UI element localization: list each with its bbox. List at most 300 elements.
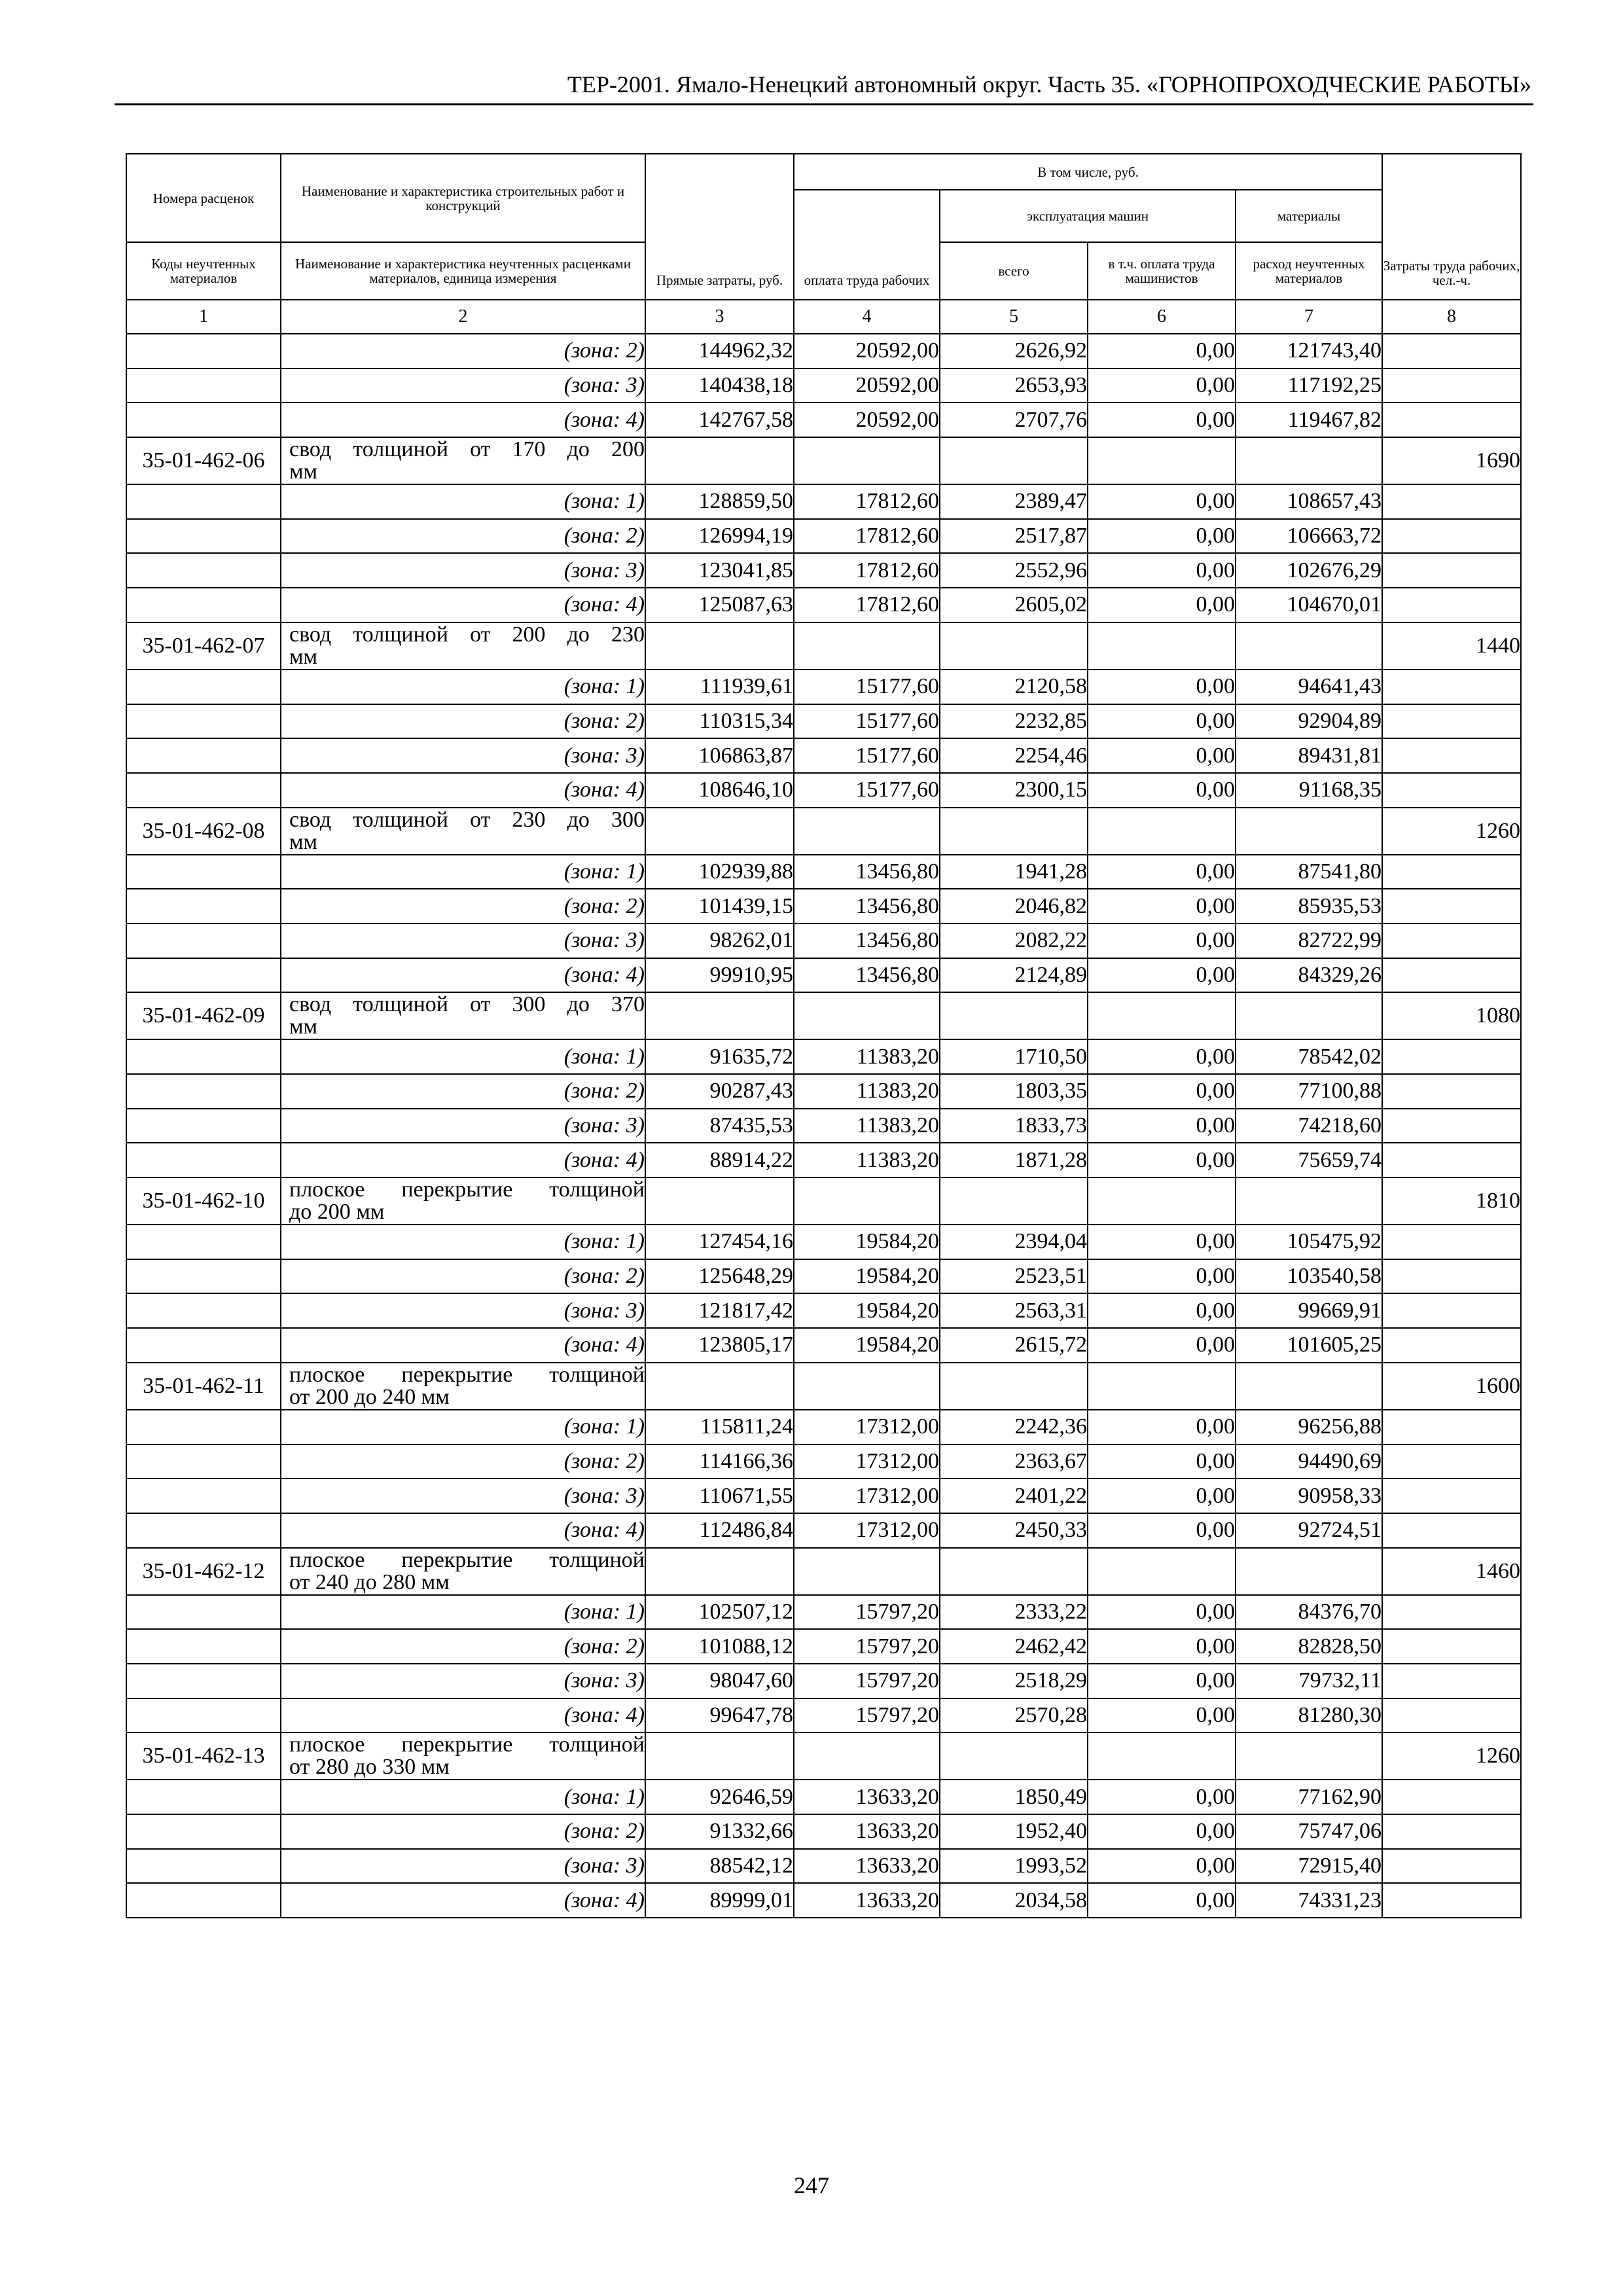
direct-costs: 110315,34 [645,704,794,739]
labor-hours [1382,1225,1521,1259]
materials: 99669,91 [1236,1293,1382,1328]
operators-pay: 0,00 [1088,553,1236,588]
zone-label: (зона: 3) [281,1293,645,1328]
empty-cell [1088,1548,1236,1595]
zone-label: (зона: 3) [281,553,645,588]
header-material-codes: Коды неучтенных материалов [126,242,281,300]
machines-total: 2046,82 [940,889,1088,924]
labor-pay: 15177,60 [794,670,940,704]
direct-costs: 102939,88 [645,855,794,889]
labor-pay: 13456,80 [794,924,940,958]
labor-pay: 19584,20 [794,1259,940,1294]
materials: 84376,70 [1236,1595,1382,1630]
zone-label: (зона: 1) [281,1595,645,1630]
work-description-line: от 200 до 240 мм [289,1384,450,1409]
work-description-line: до 200 мм [289,1200,385,1225]
labor-pay: 17812,60 [794,484,940,519]
materials: 75659,74 [1236,1143,1382,1177]
direct-costs: 125087,63 [645,588,794,622]
table-row [126,519,1521,554]
zone-label: (зона: 3) [281,1109,645,1143]
rate-code [126,588,281,622]
materials: 90958,33 [1236,1479,1382,1513]
rate-code [126,1259,281,1294]
header-machines-total: всего [940,242,1088,300]
empty-cell [1088,1363,1236,1410]
labor-pay: 13633,20 [794,1849,940,1884]
labor-pay: 20592,00 [794,368,940,403]
table-row [126,437,1521,484]
table-row [126,1664,1521,1698]
machines-total: 2462,42 [940,1629,1088,1664]
rate-code [126,1814,281,1849]
direct-costs: 121817,42 [645,1293,794,1328]
rate-code: 35-01-462-10 [126,1177,281,1225]
zone-label: (зона: 2) [281,1259,645,1294]
materials: 106663,72 [1236,519,1382,554]
labor-hours: 1810 [1382,1177,1521,1225]
materials: 79732,11 [1236,1664,1382,1698]
operators-pay: 0,00 [1088,1698,1236,1733]
zone-label: (зона: 3) [281,1479,645,1513]
machines-total: 2523,51 [940,1259,1088,1294]
labor-hours [1382,704,1521,739]
rate-code [126,773,281,808]
labor-hours [1382,1629,1521,1664]
rate-code [126,1664,281,1698]
work-description [281,808,645,855]
table-row [126,334,1521,368]
materials: 96256,88 [1236,1410,1382,1444]
labor-pay: 17312,00 [794,1444,940,1479]
rate-code: 35-01-462-07 [126,622,281,670]
column-number: 1 [126,300,281,334]
labor-pay: 17312,00 [794,1513,940,1548]
empty-cell [940,1732,1088,1780]
column-number: 4 [794,300,940,334]
labor-hours [1382,738,1521,773]
machines-total: 2563,31 [940,1293,1088,1328]
labor-hours: 1440 [1382,622,1521,670]
rate-code [126,1225,281,1259]
table-row [126,622,1521,670]
zone-label: (зона: 4) [281,1143,645,1177]
materials: 89431,81 [1236,738,1382,773]
empty-cell [1236,622,1382,670]
labor-pay: 13456,80 [794,889,940,924]
empty-cell [1088,437,1236,484]
header-including: В том числе, руб. [794,154,1382,190]
zone-label: (зона: 3) [281,368,645,403]
labor-hours [1382,519,1521,554]
column-number: 6 [1088,300,1236,334]
machines-total: 2394,04 [940,1225,1088,1259]
machines-total: 1850,49 [940,1780,1088,1814]
materials: 85935,53 [1236,889,1382,924]
labor-pay: 13456,80 [794,855,940,889]
zone-label: (зона: 4) [281,588,645,622]
materials: 119467,82 [1236,403,1382,437]
labor-pay: 13633,20 [794,1814,940,1849]
header-materials: материалы [1236,190,1382,242]
operators-pay: 0,00 [1088,958,1236,993]
materials: 78542,02 [1236,1039,1382,1074]
header-machines: эксплуатация машин [940,190,1236,242]
empty-cell [1236,992,1382,1039]
empty-cell [794,1732,940,1780]
table-row [126,738,1521,773]
materials: 82828,50 [1236,1629,1382,1664]
operators-pay: 0,00 [1088,704,1236,739]
rate-code: 35-01-462-09 [126,992,281,1039]
work-description-line: свод толщиной от 300 до 370 [289,992,645,1017]
operators-pay: 0,00 [1088,1595,1236,1630]
operators-pay: 0,00 [1088,1479,1236,1513]
labor-pay: 17312,00 [794,1410,940,1444]
zone-label: (зона: 1) [281,1039,645,1074]
header-labor-pay: оплата труда рабочих [794,190,940,300]
direct-costs: 102507,12 [645,1595,794,1630]
machines-total: 2450,33 [940,1513,1088,1548]
table-row [126,1780,1521,1814]
machines-total: 2653,93 [940,368,1088,403]
labor-hours [1382,958,1521,993]
operators-pay: 0,00 [1088,1293,1236,1328]
zone-label: (зона: 2) [281,334,645,368]
direct-costs: 108646,10 [645,773,794,808]
direct-costs: 111939,61 [645,670,794,704]
empty-cell [1088,992,1236,1039]
direct-costs: 99910,95 [645,958,794,993]
operators-pay: 0,00 [1088,889,1236,924]
empty-cell [794,622,940,670]
empty-cell [794,1548,940,1595]
labor-hours: 1600 [1382,1363,1521,1410]
labor-pay: 19584,20 [794,1293,940,1328]
operators-pay: 0,00 [1088,1664,1236,1698]
direct-costs: 144962,32 [645,334,794,368]
zone-label: (зона: 4) [281,958,645,993]
labor-pay: 15177,60 [794,704,940,739]
rate-code [126,1328,281,1363]
labor-pay: 15177,60 [794,773,940,808]
direct-costs: 140438,18 [645,368,794,403]
zone-label: (зона: 3) [281,1664,645,1698]
operators-pay: 0,00 [1088,924,1236,958]
direct-costs: 101439,15 [645,889,794,924]
direct-costs: 123805,17 [645,1328,794,1363]
rate-code [126,519,281,554]
work-description-line: мм [289,1014,318,1039]
rate-code [126,1039,281,1074]
labor-hours [1382,588,1521,622]
materials: 92724,51 [1236,1513,1382,1548]
rate-code [126,1074,281,1109]
work-description [281,992,645,1039]
machines-total: 2120,58 [940,670,1088,704]
table-row [126,1548,1521,1595]
zone-label: (зона: 1) [281,1410,645,1444]
rate-code [126,1444,281,1479]
materials: 103540,58 [1236,1259,1382,1294]
machines-total: 2363,67 [940,1444,1088,1479]
empty-cell [645,622,794,670]
materials: 102676,29 [1236,553,1382,588]
table-row [126,1410,1521,1444]
labor-pay: 15797,20 [794,1629,940,1664]
table-row [126,958,1521,993]
direct-costs: 127454,16 [645,1225,794,1259]
empty-cell [1236,808,1382,855]
materials: 108657,43 [1236,484,1382,519]
operators-pay: 0,00 [1088,1328,1236,1363]
empty-cell [1088,1177,1236,1225]
rates-table [126,153,1522,1918]
header-rate-numbers: Номера расценок [126,154,281,242]
zone-label: (зона: 1) [281,484,645,519]
zone-label: (зона: 2) [281,889,645,924]
zone-label: (зона: 1) [281,855,645,889]
labor-pay: 19584,20 [794,1328,940,1363]
zone-label: (зона: 2) [281,1629,645,1664]
materials: 77162,90 [1236,1780,1382,1814]
empty-cell [1236,1363,1382,1410]
work-description-line: плоское перекрытие толщиной [289,1732,645,1757]
column-number: 7 [1236,300,1382,334]
direct-costs: 88914,22 [645,1143,794,1177]
header-labor-hours: Затраты труда рабочих, чел.-ч. [1382,154,1521,300]
rate-code [126,889,281,924]
empty-cell [940,1177,1088,1225]
empty-cell [940,437,1088,484]
direct-costs: 91635,72 [645,1039,794,1074]
empty-cell [794,437,940,484]
machines-total: 1993,52 [940,1849,1088,1884]
labor-hours [1382,1883,1521,1918]
empty-cell [1236,437,1382,484]
operators-pay: 0,00 [1088,588,1236,622]
labor-pay: 17812,60 [794,519,940,554]
machines-total: 2242,36 [940,1410,1088,1444]
operators-pay: 0,00 [1088,368,1236,403]
rate-code: 35-01-462-13 [126,1732,281,1780]
operators-pay: 0,00 [1088,1780,1236,1814]
operators-pay: 0,00 [1088,1410,1236,1444]
rate-code [126,738,281,773]
empty-cell [645,1177,794,1225]
labor-hours [1382,1664,1521,1698]
materials: 82722,99 [1236,924,1382,958]
header-material-names: Наименование и характеристика неучтенных расценками материалов, единица измерения [281,242,645,300]
labor-pay: 13633,20 [794,1883,940,1918]
empty-cell [645,1732,794,1780]
labor-pay: 13456,80 [794,958,940,993]
rate-code [126,670,281,704]
table-row [126,704,1521,739]
empty-cell [794,808,940,855]
labor-pay: 15797,20 [794,1595,940,1630]
table-row [126,553,1521,588]
labor-pay: 17812,60 [794,553,940,588]
table-row [126,855,1521,889]
direct-costs: 110671,55 [645,1479,794,1513]
direct-costs: 98047,60 [645,1664,794,1698]
operators-pay: 0,00 [1088,519,1236,554]
labor-pay: 13633,20 [794,1780,940,1814]
labor-hours [1382,1293,1521,1328]
operators-pay: 0,00 [1088,484,1236,519]
operators-pay: 0,00 [1088,1849,1236,1884]
direct-costs: 106863,87 [645,738,794,773]
materials: 94641,43 [1236,670,1382,704]
table-header [126,154,1521,300]
table-row [126,992,1521,1039]
zone-label: (зона: 4) [281,773,645,808]
work-description-line: плоское перекрытие толщиной [289,1177,645,1202]
labor-hours [1382,368,1521,403]
table-row [126,924,1521,958]
machines-total: 2232,85 [940,704,1088,739]
rate-code [126,924,281,958]
work-description [281,1732,645,1780]
labor-hours [1382,1479,1521,1513]
work-description [281,1177,645,1225]
operators-pay: 0,00 [1088,1883,1236,1918]
rate-code [126,1410,281,1444]
operators-pay: 0,00 [1088,403,1236,437]
table-row [126,588,1521,622]
table-row [126,1732,1521,1780]
rate-code [126,958,281,993]
rate-code [126,704,281,739]
labor-hours [1382,889,1521,924]
table-row [126,1074,1521,1109]
rate-code [126,484,281,519]
table-row [126,1293,1521,1328]
empty-cell [940,1548,1088,1595]
table-row [126,1177,1521,1225]
work-description-line: мм [289,459,318,484]
labor-hours [1382,1513,1521,1548]
labor-pay: 17312,00 [794,1479,940,1513]
zone-label: (зона: 1) [281,1225,645,1259]
direct-costs: 98262,01 [645,924,794,958]
labor-pay: 17812,60 [794,588,940,622]
operators-pay: 0,00 [1088,1143,1236,1177]
table-row [126,1698,1521,1733]
labor-hours [1382,670,1521,704]
zone-label: (зона: 1) [281,1780,645,1814]
labor-hours [1382,484,1521,519]
table-row [126,1225,1521,1259]
operators-pay: 0,00 [1088,1444,1236,1479]
machines-total: 2518,29 [940,1664,1088,1698]
operators-pay: 0,00 [1088,1259,1236,1294]
machines-total: 2082,22 [940,924,1088,958]
labor-pay: 20592,00 [794,334,940,368]
operators-pay: 0,00 [1088,1109,1236,1143]
machines-total: 2552,96 [940,553,1088,588]
table-row [126,1814,1521,1849]
materials: 74218,60 [1236,1109,1382,1143]
rate-code [126,368,281,403]
column-number: 3 [645,300,794,334]
labor-hours: 1690 [1382,437,1521,484]
direct-costs: 114166,36 [645,1444,794,1479]
operators-pay: 0,00 [1088,670,1236,704]
materials: 91168,35 [1236,773,1382,808]
zone-label: (зона: 3) [281,924,645,958]
work-description [281,1548,645,1595]
operators-pay: 0,00 [1088,1629,1236,1664]
machines-total: 2300,15 [940,773,1088,808]
machines-total: 1803,35 [940,1074,1088,1109]
table-row [126,368,1521,403]
machines-total: 2605,02 [940,588,1088,622]
labor-hours [1382,1595,1521,1630]
table-row [126,889,1521,924]
operators-pay: 0,00 [1088,773,1236,808]
direct-costs: 115811,24 [645,1410,794,1444]
work-description-line: мм [289,644,318,669]
labor-hours [1382,1039,1521,1074]
direct-costs: 99647,78 [645,1698,794,1733]
table-row [126,1883,1521,1918]
labor-hours [1382,553,1521,588]
labor-pay: 11383,20 [794,1039,940,1074]
operators-pay: 0,00 [1088,738,1236,773]
table-row [126,484,1521,519]
materials: 74331,23 [1236,1883,1382,1918]
labor-hours [1382,1328,1521,1363]
zone-label: (зона: 4) [281,1883,645,1918]
machines-total: 1833,73 [940,1109,1088,1143]
machines-total: 2517,87 [940,519,1088,554]
rate-code [126,1479,281,1513]
labor-hours [1382,403,1521,437]
rate-code [126,1883,281,1918]
table-row [126,773,1521,808]
operators-pay: 0,00 [1088,1225,1236,1259]
materials: 87541,80 [1236,855,1382,889]
work-description-line: мм [289,829,318,854]
empty-cell [645,992,794,1039]
direct-costs: 123041,85 [645,553,794,588]
machines-total: 2707,76 [940,403,1088,437]
zone-label: (зона: 2) [281,519,645,554]
rate-code [126,1293,281,1328]
labor-hours [1382,1074,1521,1109]
direct-costs: 128859,50 [645,484,794,519]
header-material-consumption: расход неучтенных материалов [1236,242,1382,300]
materials: 84329,26 [1236,958,1382,993]
materials: 101605,25 [1236,1328,1382,1363]
zone-label: (зона: 4) [281,1328,645,1363]
labor-hours [1382,855,1521,889]
empty-cell [1236,1548,1382,1595]
empty-cell [645,1548,794,1595]
work-description-line: свод толщиной от 230 до 300 [289,807,645,832]
machines-total: 1941,28 [940,855,1088,889]
table-row [126,1143,1521,1177]
column-number: 2 [281,300,645,334]
rate-code [126,1595,281,1630]
zone-label: (зона: 2) [281,1074,645,1109]
materials: 121743,40 [1236,334,1382,368]
direct-costs: 101088,12 [645,1629,794,1664]
operators-pay: 0,00 [1088,334,1236,368]
rate-code [126,1849,281,1884]
